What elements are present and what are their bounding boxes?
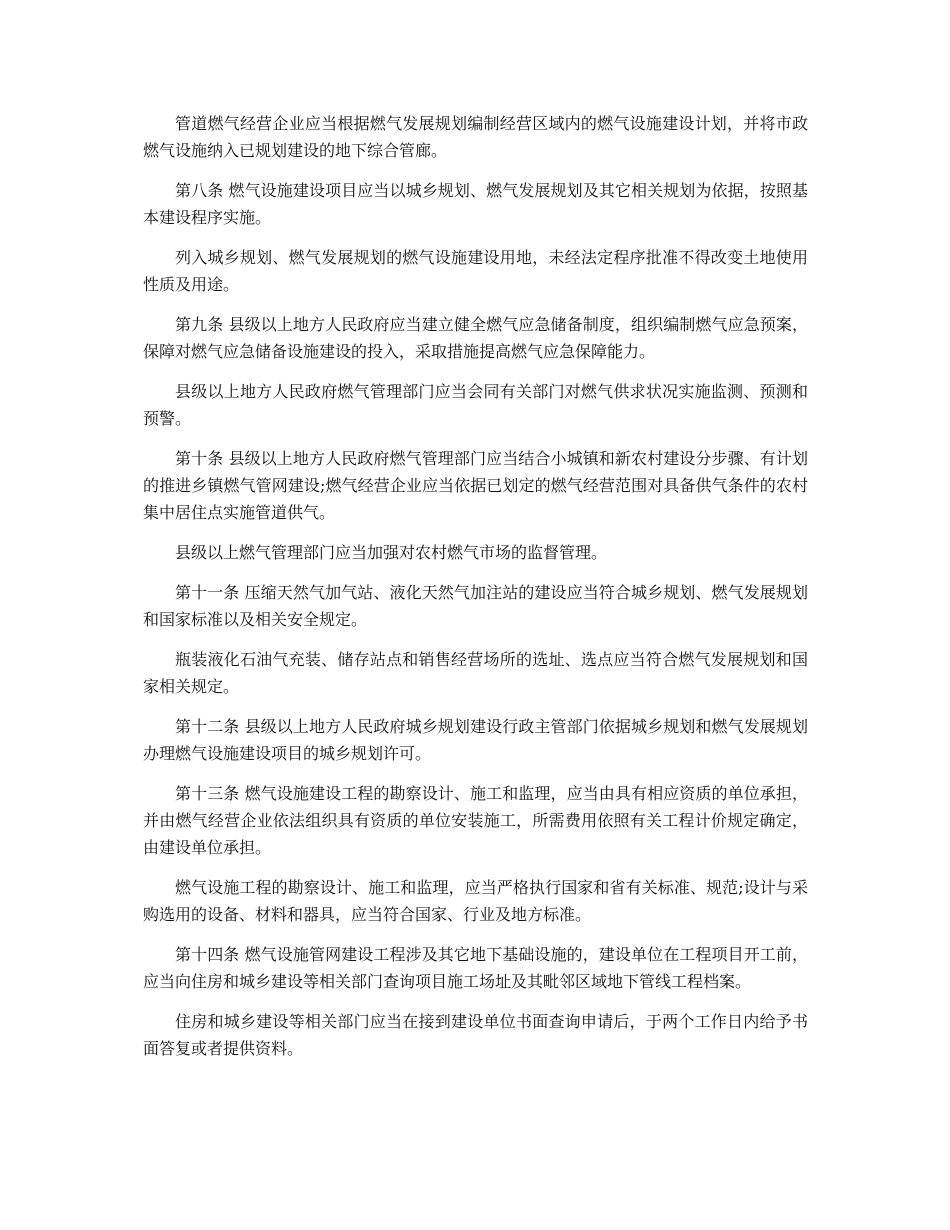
paragraph-article-12: 第十二条 县级以上地方人民政府城乡规划建设行政主管部门依据城乡规划和燃气发展规划办理燃气设施建设项目的城乡规划许可。	[143, 717, 808, 763]
paragraph-rural-supervision: 县级以上燃气管理部门应当加强对农村燃气市场的监督管理。	[175, 543, 608, 562]
paragraph-bottled-gas: 瓶装液化石油气充装、储存站点和销售经营场所的选址、选点应当符合燃气发展规划和国家相关规定。	[143, 650, 808, 696]
paragraph-article-11: 第十一条 压缩天然气加气站、液化天然气加注站的建设应当符合城乡规划、燃气发展规划和国家标准以及相关安全规定。	[143, 583, 808, 629]
document-body	[143, 110, 808, 1075]
paragraph-article-13: 第十三条 燃气设施建设工程的勘察设计、施工和监理，应当由具有相应资质的单位承担，并由燃气经营企业依法组织具有资质的单位安装施工，所需费用依照有关工程计价规定确定，由建设单位承担。	[143, 784, 808, 857]
paragraph-inquiry-reply: 住房和城乡建设等相关部门应当在接到建设单位书面查询申请后，于两个工作日内给予书面答复或者提供资料。	[143, 1012, 808, 1058]
paragraph-standards: 燃气设施工程的勘察设计、施工和监理，应当严格执行国家和省有关标准、规范;设计与采购选用的设备、材料和器具，应当符合国家、行业及地方标准。	[143, 878, 808, 924]
paragraph-article-8: 第八条 燃气设施建设项目应当以城乡规划、燃气发展规划及其它相关规划为依据，按照基本建设程序实施。	[143, 181, 808, 227]
paragraph-monitoring: 县级以上地方人民政府燃气管理部门应当会同有关部门对燃气供求状况实施监测、预测和预警。	[143, 382, 808, 428]
paragraph-article-9: 第九条 县级以上地方人民政府应当建立健全燃气应急储备制度，组织编制燃气应急预案，保障对燃气应急储备设施建设的投入，采取措施提高燃气应急保障能力。	[143, 315, 808, 361]
paragraph-article-10: 第十条 县级以上地方人民政府燃气管理部门应当结合小城镇和新农村建设分步骤、有计划的推进乡镇燃气管网建设;燃气经营企业应当依据已划定的燃气经营范围对具备供气条件的农村集中居住点实施管道供气。	[143, 449, 808, 522]
paragraph-land-use: 列入城乡规划、燃气发展规划的燃气设施建设用地，未经法定程序批准不得改变土地使用性质及用途。	[143, 248, 808, 294]
paragraph-article-14: 第十四条 燃气设施管网建设工程涉及其它地下基础设施的，建设单位在工程项目开工前，应当向住房和城乡建设等相关部门查询项目施工场址及其毗邻区域地下管线工程档案。	[143, 945, 808, 991]
paragraph-pipeline-planning: 管道燃气经营企业应当根据燃气发展规划编制经营区域内的燃气设施建设计划，并将市政燃气设施纳入已规划建设的地下综合管廊。	[143, 114, 808, 160]
